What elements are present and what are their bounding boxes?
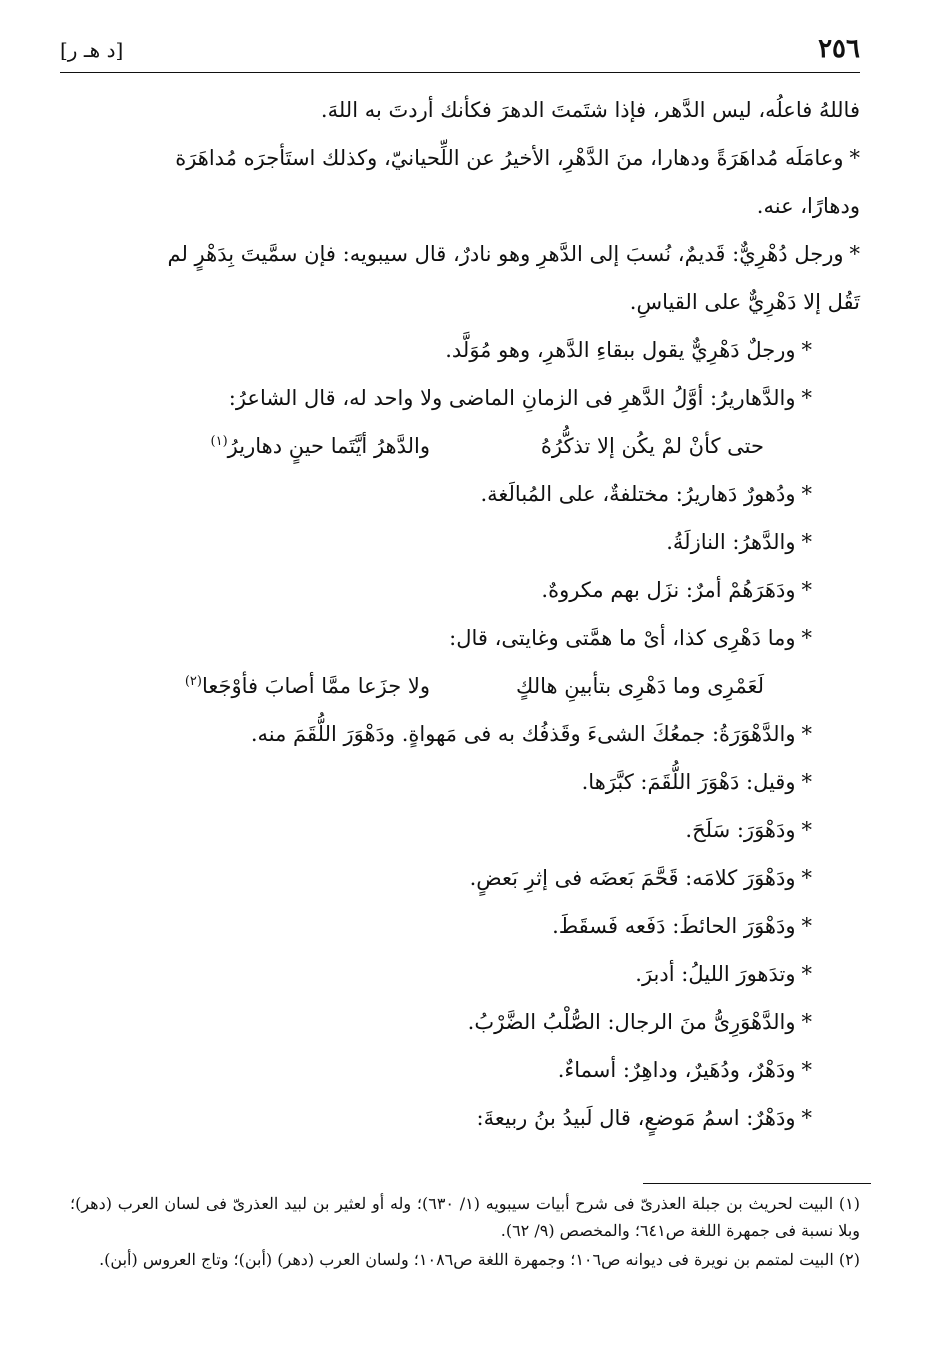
footnote-separator [643, 1183, 871, 1184]
entry-star: * [801, 482, 812, 506]
verse-1 [78, 422, 860, 470]
entry-star: * [801, 626, 812, 650]
verse-2 [78, 662, 860, 710]
entry-line: *ودَهْوَرَ: سَلَحَ. [685, 818, 812, 842]
verse-1-hemistich-1: حتى كأنْ لمْ يكُن إلا تذكُّرُهُ [540, 434, 764, 458]
verse-2-hemistich-1: لَعَمْرِى وما دَهْرِى بتأبينِ هالكٍ [516, 674, 764, 698]
entry-star: * [801, 962, 812, 986]
entry-line: *ودَهَرَهُمْ أمرٌ: نزَل بهم مكروهٌ. [541, 578, 812, 602]
footnotes [70, 1190, 860, 1275]
entry-line: *والدَّهاريرُ: أوَّلُ الدَّهرِ فى الزمانِ الماضى ولا واحد له، قال الشاعرُ: [228, 386, 812, 410]
footnote-ref-1[interactable]: (١) [210, 434, 228, 449]
verse-2-hemistich-2: ولا جزَعا ممَّا أصابَ فأوْجَعا$^{(٢)}$ [184, 674, 430, 698]
entry-line: *ودَهْوَرَ كلامَه: قَحَّمَ بَعضَه فى إثرِ بَعضٍ. [469, 866, 812, 890]
entry-line: *ودُهورٌ دَهاريرُ: مختلفةٌ، على المُبالَغة. [480, 482, 812, 506]
entry-line: *وقيل: دَهْوَرَ اللُّقَمَ: كبَّرَها. [581, 770, 812, 794]
entry-star: * [849, 242, 860, 266]
entry-star: * [801, 530, 812, 554]
entry-line: *والدَّهْوَرِىُّ منَ الرجال: الصُّلْبُ الضَّرْبُ. [467, 1010, 812, 1034]
entry-line: *وما دَهْرِى كذا، أىْ ما همَّتى وغايتى، قال: [449, 626, 812, 650]
entry-star: * [801, 818, 812, 842]
entry-star: * [801, 1058, 812, 1082]
entry-line: *وعامَلَه مُداهَرَةً ودهارا، منَ الدَّهْرِ، الأخيرُ عن اللِّحيانيّ، وكذلك استَأجرَه مُداهَرَة [175, 146, 860, 170]
footnote-ref-2[interactable]: (٢) [184, 674, 202, 689]
entry-body [78, 86, 860, 1142]
entry-line: *وتدَهورَ الليلُ: أدبرَ. [635, 962, 812, 986]
entry-star: * [801, 914, 812, 938]
entry-star: * [801, 722, 812, 746]
header-rule [60, 72, 860, 73]
entry-line: *ورجلٌ دَهْرِيٌّ يقول ببقاءِ الدَّهرِ، وهو مُوَلَّد. [445, 338, 812, 362]
text-line: تَقُل إلا دَهْرِيٌّ على القياسِ. [629, 290, 860, 314]
page-number: ٢٥٦ [818, 34, 860, 64]
text-line: ودهارًا، عنه. [756, 194, 860, 218]
entry-line: *ورجل دُهْرِيٌّ: قَديمٌ، نُسبَ إلى الدَّهرِ وهو نادرٌ، قال سيبويه: فإن سمَّيتَ بِدَهْرٍ لم [167, 242, 860, 266]
entry-star: * [801, 386, 812, 410]
entry-star: * [801, 1010, 812, 1034]
entry-line: *ودَهْرٌ: اسمُ مَوضعٍ، قال لَبيدُ بنُ ربيعةَ: [476, 1106, 812, 1130]
entry-line: *ودَهْرٌ، ودُهَيرٌ، وداهِرٌ: أسماءٌ. [557, 1058, 812, 1082]
entry-star: * [801, 338, 812, 362]
root-label: [د هـ ر] [60, 38, 124, 62]
entry-star: * [801, 1106, 812, 1130]
entry-line: *والدَّهْوَرَةُ: جمعُكَ الشىءَ وقَذفُك به فى مَهواةٍ. ودَهْوَرَ اللُّقَمَ منه. [250, 722, 812, 746]
entry-star: * [801, 578, 812, 602]
footnote-2: (٢) البيت لمتمم بن نويرة فى ديوانه ص١٠٦؛ وجمهرة اللغة ص١٠٨٦؛ ولسان العرب (دهر) (أبن)؛ وتاج العروس (أبن). [99, 1250, 860, 1269]
verse-1-hemistich-2: والدَّهرُ أيَّتَما حينٍ دهاريرُ$^{(١)}$ [210, 434, 430, 458]
footnote-1: (١) البيت لحريث بن جبلة العذرىّ فى شرح أبيات سيبويه (١/ ٦٣٠)؛ وله أو لعثير بن لبيد العذرىّ فى لسان العرب (دهر)؛ وبلا نسبة فى جمهرة اللغة ص٦٤١؛ والمخصص (٩/ ٦٢). [70, 1194, 861, 1240]
entry-star: * [801, 770, 812, 794]
page-header [60, 34, 860, 74]
entry-line: *والدَّهرُ: النازلَةُ. [666, 530, 812, 554]
text-line: فاللهُ فاعلُه، ليس الدَّهر، فإذا شتَمتَ الدهرَ فكأنك أردتَ به اللهَ. [320, 98, 860, 122]
entry-star: * [801, 866, 812, 890]
entry-line: *ودَهْوَرَ الحائطَ: دَفَعه فَسقَطَ. [552, 914, 812, 938]
entry-star: * [849, 146, 860, 170]
